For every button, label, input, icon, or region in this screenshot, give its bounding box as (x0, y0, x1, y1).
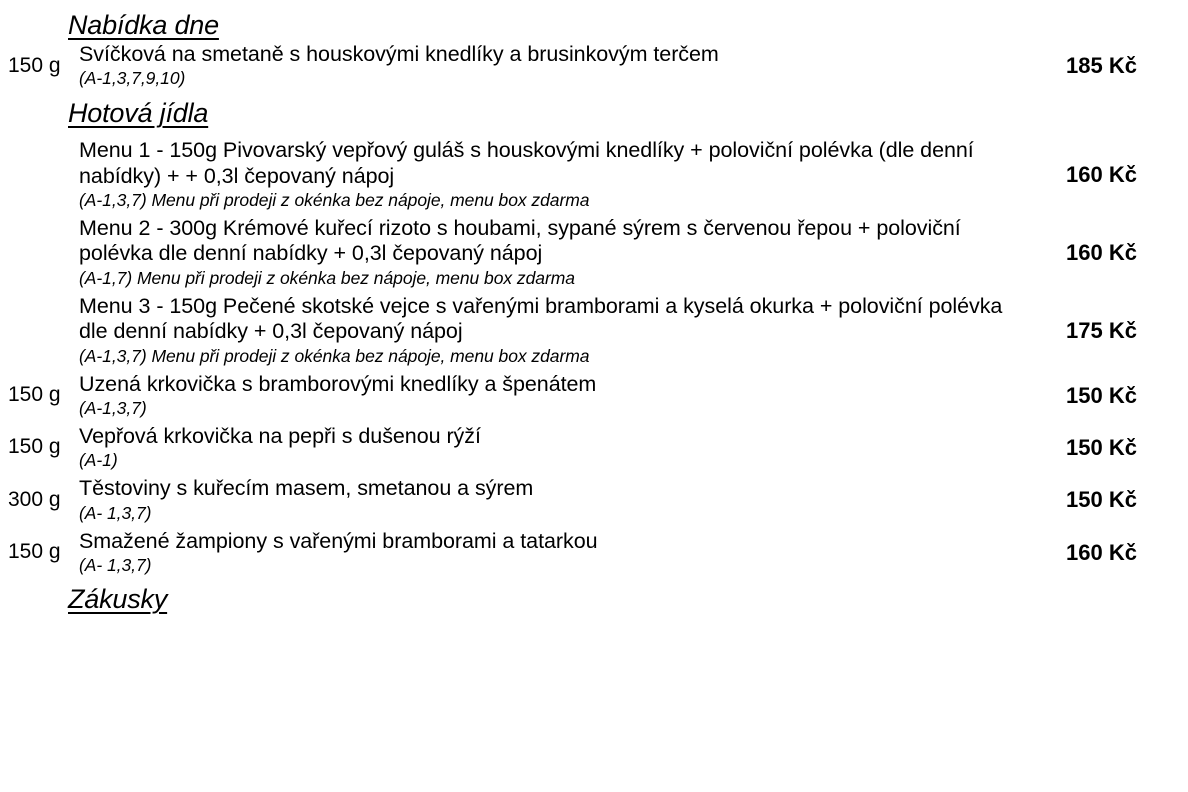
section-heading: Zákusky (68, 583, 168, 614)
item-price: 160 Kč (1066, 239, 1137, 265)
menu-section-hotova-jidla (0, 89, 1188, 576)
next-section-heading-clipped (0, 576, 1188, 614)
item-description: Uzená krkovička s bramborovými knedlíky a špenátem (79, 371, 597, 396)
item-description: Menu 1 - 150g Pivovarský vepřový guláš s houskovými knedlíky + poloviční polévka (dle denní nabídky) + + 0,3l čepovaný nápoj (79, 138, 974, 188)
item-weight: 150 g (8, 53, 61, 77)
item-body (79, 138, 1033, 211)
item-price: 160 Kč (1066, 539, 1137, 565)
section-heading: Hotová jídla (68, 98, 209, 129)
menu-item-row (0, 294, 1188, 367)
item-allergens: (A-1,7) Menu při prodeji z okénka bez nápoje, menu box zdarma (79, 267, 575, 288)
menu-item-row (0, 476, 1188, 523)
menu-item-row (0, 424, 1188, 471)
item-price: 150 Kč (1066, 487, 1137, 513)
menu-item-row (0, 372, 1188, 419)
item-body (79, 529, 1033, 576)
item-body (79, 294, 1033, 367)
item-body (79, 216, 1033, 289)
section-heading: Nabídka dne (68, 10, 219, 40)
item-weight: 150 g (8, 435, 61, 459)
item-description: Menu 3 - 150g Pečené skotské vejce s vařenými bramborami a kyselá okurka + poloviční polévka dle denní nabídky + 0,3l čepovaný nápoj (79, 293, 1003, 344)
item-description: Smažené žampiony s vařenými bramborami a tatarkou (79, 528, 598, 553)
item-allergens: (A-1,3,7) Menu při prodeji z okénka bez nápoje, menu box zdarma (79, 190, 590, 211)
item-allergens: (A-1,3,7) Menu při prodeji z okénka bez nápoje, menu box zdarma (79, 345, 590, 366)
menu-item-row (0, 138, 1188, 211)
item-body (79, 424, 1033, 471)
item-body (79, 476, 1033, 523)
item-description: Svíčková na smetaně s houskovými knedlíky a brusinkovým terčem (79, 42, 719, 66)
item-allergens: (A- 1,3,7) (79, 502, 152, 523)
menu-item-row (0, 529, 1188, 576)
item-weight: 300 g (8, 487, 61, 511)
item-allergens: (A-1) (79, 450, 118, 471)
menu-section-nabidka-dne (0, 0, 1188, 89)
item-price: 150 Kč (1066, 382, 1137, 408)
menu-item-row (0, 42, 1188, 89)
item-body (79, 42, 1033, 89)
item-description: Vepřová krkovička na pepři s dušenou rýží (79, 423, 481, 448)
item-body (79, 372, 1033, 419)
item-weight: 150 g (8, 540, 61, 564)
item-description: Menu 2 - 300g Krémové kuřecí rizoto s houbami, sypané sýrem s červenou řepou + poloviční polévka dle denní nabídky + 0,3l čepovaný nápoj (79, 216, 961, 266)
item-price: 150 Kč (1066, 434, 1137, 460)
item-price: 160 Kč (1066, 162, 1137, 188)
item-description: Těstoviny s kuřecím masem, smetanou a sýrem (79, 476, 534, 501)
item-price: 185 Kč (1066, 53, 1137, 79)
item-price: 175 Kč (1066, 317, 1137, 343)
item-allergens: (A- 1,3,7) (79, 554, 152, 575)
item-allergens: (A-1,3,7,9,10) (79, 68, 186, 89)
item-weight: 150 g (8, 383, 61, 407)
menu-item-row (0, 216, 1188, 289)
item-allergens: (A-1,3,7) (79, 397, 147, 418)
